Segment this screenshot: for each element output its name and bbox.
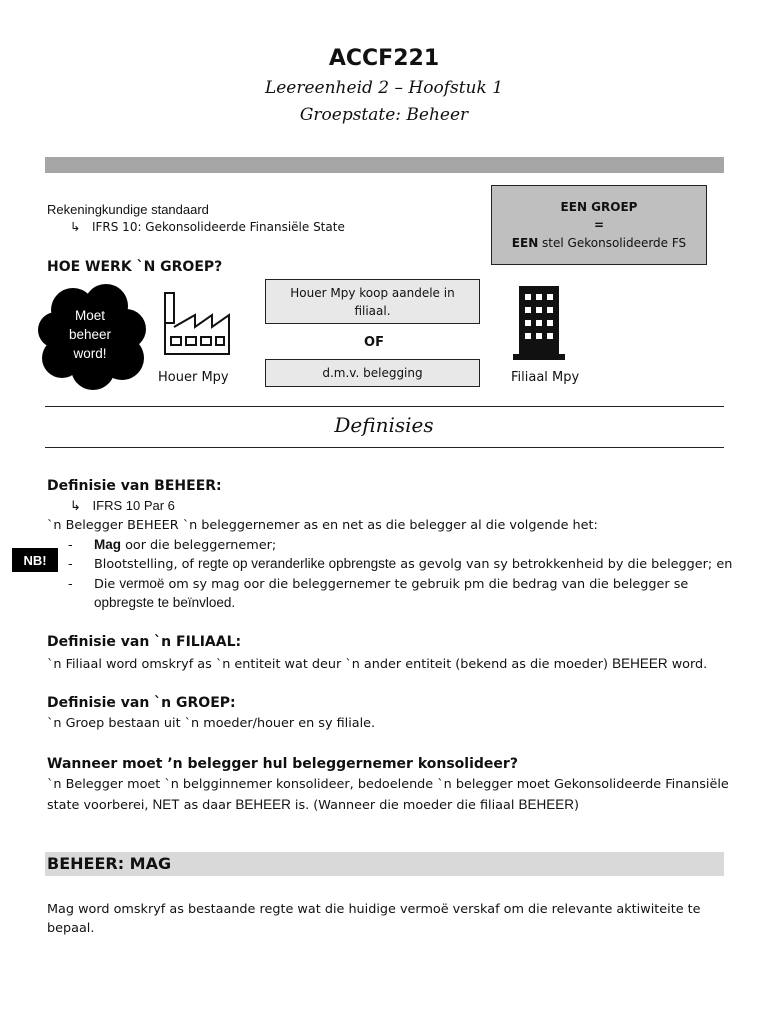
group-box-line1: EEN GROEP <box>560 200 638 214</box>
wanneer-line2: state voorberei, NET as daar BEHEER is. (Wanneer die moeder die filiaal BEHEER) <box>47 797 579 813</box>
or-label: OF <box>364 335 384 350</box>
group-box-line2: = <box>593 218 605 232</box>
group-box-line3: EEN stel Gekonsolideerde FS <box>511 236 687 250</box>
parent-label: Houer Mpy <box>158 370 229 385</box>
page-title: ACCF221 <box>328 46 440 71</box>
building-icon <box>511 284 567 362</box>
subsidiary-label: Filiaal Mpy <box>511 370 580 385</box>
list-item: - Blootstelling, of regte op veranderlike opbrengste as gevolg van sy betrokkenheid by die belegger; en <box>68 556 733 572</box>
nb-badge: NB! <box>12 548 58 572</box>
wanneer-heading: Wanneer moet ’n belegger hul beleggernemer konsolideer? <box>47 756 518 772</box>
list-item-continuation: opbregste te beïnvloed. <box>94 595 236 610</box>
standard-label: Rekeningkundige standaard <box>47 202 209 217</box>
beheer-intro: `n Belegger BEHEER `n beleggernemer as en net as die belegger al die volgende het: <box>47 518 598 533</box>
group-definition-box <box>491 185 707 265</box>
arrow-icon: ↳ <box>70 220 81 234</box>
investment-box: d.m.v. belegging <box>265 359 480 387</box>
wanneer-line1: `n Belegger moet `n belgginnemer konsolideer, bedoelende `n belegger moet Gekonsolideerde Finansiële <box>47 777 729 792</box>
beheer-ref: ↳ IFRS 10 Par 6 <box>70 498 175 513</box>
list-item: - Mag oor die beleggernemer; <box>68 537 277 553</box>
buy-shares-box: Houer Mpy koop aandele in filiaal. <box>265 279 480 324</box>
standard-line <box>70 219 345 234</box>
definitions-title: Definisies <box>334 413 434 437</box>
cloud-text: Moet beheer word! <box>68 308 112 361</box>
groep-heading: Definisie van `n GROEP: <box>47 695 236 711</box>
header-divider-bar <box>45 157 724 173</box>
beheer-heading: Definisie van BEHEER: <box>47 478 222 494</box>
groep-text: `n Groep bestaan uit `n moeder/houer en sy filiale. <box>47 716 376 731</box>
mag-section-heading: BEHEER: MAG <box>45 852 724 876</box>
standard-value: IFRS 10: Gekonsolideerde Finansiële State <box>91 220 345 234</box>
unit-subtitle: Leereenheid 2 – Hoofstuk 1 <box>264 78 504 98</box>
how-heading: HOE WERK `N GROEP? <box>47 259 223 275</box>
topic-subtitle: Groepstate: Beheer <box>299 105 469 125</box>
arrow-icon: ↳ <box>70 498 81 513</box>
filiaal-text: `n Filiaal word omskryf as `n entiteit wat deur `n ander entiteit (bekend as die moeder) BEHEER word. <box>47 656 708 672</box>
filiaal-heading: Definisie van `n FILIAAL: <box>47 634 242 650</box>
list-item: - Die vermoë om sy mag oor die beleggernemer te gebruik pm die bedrag van die belegger se <box>68 576 689 592</box>
divider-bottom <box>45 447 724 448</box>
mag-line2: bepaal. <box>47 921 95 936</box>
divider-top <box>45 406 724 407</box>
mag-line1: Mag word omskryf as bestaande regte wat die huidige vermoë verskaf om die relevante aktiwiteite te <box>47 902 701 917</box>
